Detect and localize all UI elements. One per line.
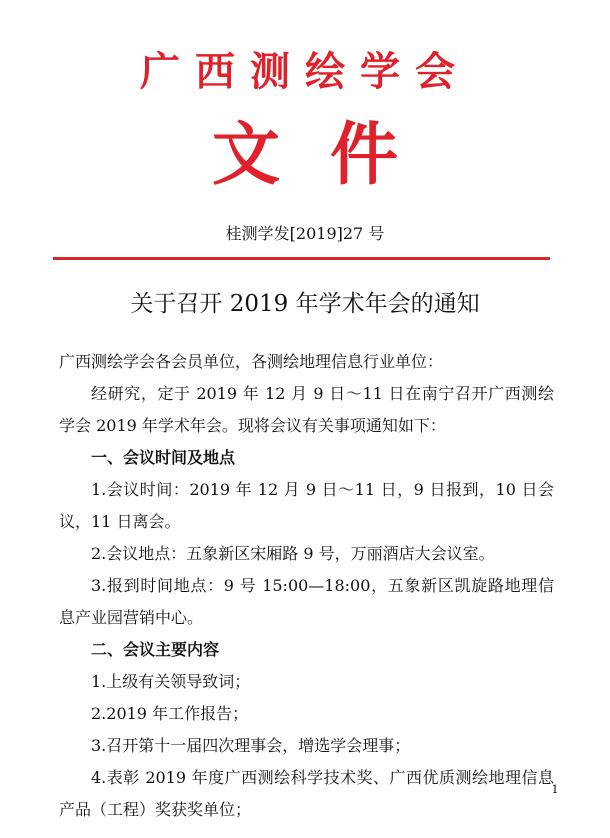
salutation: 广西测绘学会各会员单位，各测绘地理信息行业单位： [59, 352, 444, 371]
page-number: 1 [551, 783, 559, 796]
list-item: 1.上级有关领导致词； [91, 672, 251, 691]
section-heading-1: 一、会议时间及地点 [91, 448, 236, 467]
organization-name: 广西测绘学会 [140, 48, 470, 95]
header-divider [53, 257, 550, 260]
list-item: 2.会议地点：五象新区宋厢路 9 号，万丽酒店大会议室。 [91, 544, 495, 563]
notice-title: 关于召开 2019 年学术年会的通知 [130, 291, 480, 317]
notice-body [59, 346, 554, 826]
section-heading-2: 二、会议主要内容 [91, 640, 220, 659]
list-item: 3.报到时间地点：9 号 15:00—18:00，五象新区凯旋路地理信息产业园营销中心。 [59, 576, 554, 627]
document-number: 桂测学发[2019]27 号 [225, 224, 385, 243]
list-item: 4.表彰 2019 年度广西测绘科学技术奖、广西优质测绘地理信息产品（工程）奖获奖单位； [59, 768, 554, 819]
list-item: 1.会议时间：2019 年 12 月 9 日～11 日，9 日报到，10 日会议，11 日离会。 [59, 480, 554, 531]
list-item: 3.召开第十一届四次理事会，增选学会理事； [91, 736, 411, 755]
document-type-title: 文件 [211, 115, 448, 195]
list-item: 2.2019 年工作报告； [91, 704, 249, 723]
intro-paragraph: 经研究，定于 2019 年 12 月 9 日～11 日在南宁召开广西测绘学会 2019 年学术年会。现将会议有关事项通知如下： [59, 384, 554, 435]
